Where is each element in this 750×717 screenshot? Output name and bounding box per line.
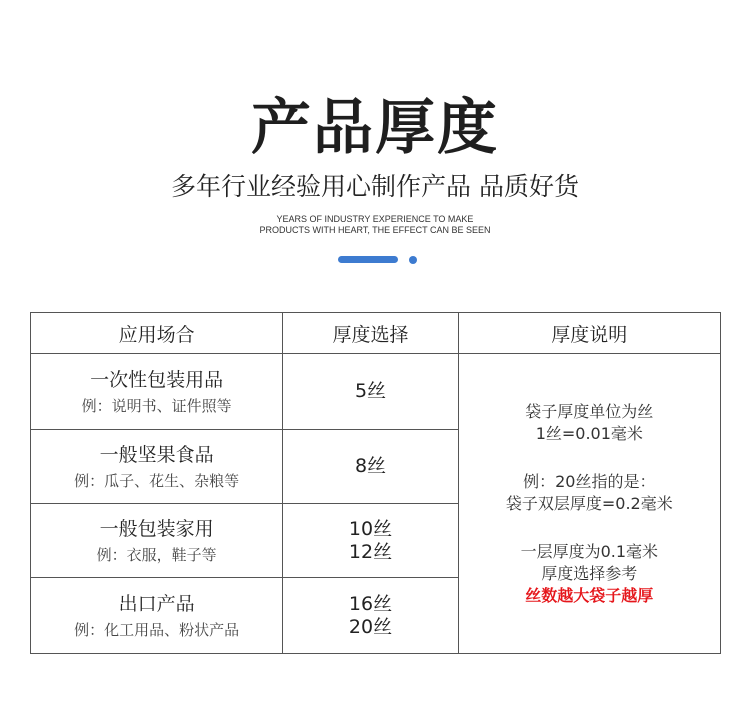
page-title: 产品厚度 (251, 93, 499, 163)
thickness-value: 20丝 (348, 615, 393, 638)
description-line: 袋子双层厚度=0.2毫米 (505, 493, 673, 513)
thickness-cell (283, 430, 458, 504)
thickness-table (30, 312, 721, 654)
application-cell (31, 430, 283, 504)
table-row (31, 354, 721, 430)
thickness-value: 12丝 (348, 540, 393, 563)
header-description: 厚度说明 (458, 313, 720, 354)
header-application: 应用场合 (31, 313, 283, 354)
english-tagline-line1: YEARS OF INDUSTRY EXPERIENCE TO MAKE (276, 214, 474, 224)
thickness-value: 8丝 (354, 455, 387, 477)
decorative-bar (338, 256, 398, 263)
decorative-dot (409, 256, 417, 264)
description-line: 1丝=0.01毫米 (535, 423, 643, 443)
description-line: 袋子厚度单位为丝 (525, 401, 654, 421)
description-text (459, 401, 720, 607)
application-example: 例：说明书、证件照等 (81, 396, 232, 415)
application-cell (31, 354, 283, 430)
application-name: 出口产品 (118, 592, 195, 615)
application-cell (31, 504, 283, 578)
description-cell (458, 354, 720, 654)
thickness-value: 16丝 (348, 592, 393, 615)
english-tagline (0, 214, 750, 236)
thickness-cell (283, 578, 458, 654)
thickness-cell (283, 504, 458, 578)
application-example: 例：瓜子、花生、杂粮等 (74, 471, 240, 490)
thickness-value: 10丝 (348, 517, 393, 540)
table-header-row (31, 313, 721, 354)
application-example: 例：化工用品、粉状产品 (74, 620, 240, 639)
application-name: 一次性包装用品 (90, 368, 224, 391)
description-line: 厚度选择参考 (541, 563, 638, 583)
thickness-cell (283, 354, 458, 430)
application-cell (31, 578, 283, 654)
description-line: 一层厚度为0.1毫米 (520, 541, 659, 561)
thickness-value: 5丝 (354, 380, 387, 402)
application-example: 例：衣服，鞋子等 (96, 545, 217, 564)
description-line: 例：20丝指的是： (523, 471, 656, 491)
application-name: 一般包装家用 (99, 517, 214, 540)
page-subtitle: 多年行业经验用心制作产品 品质好货 (171, 172, 579, 201)
english-tagline-line2: PRODUCTS WITH HEART, THE EFFECT CAN BE SEEN (259, 225, 491, 235)
header-thickness: 厚度选择 (283, 313, 458, 354)
description-highlight: 丝数越大袋子越厚 (525, 585, 654, 605)
application-name: 一般坚果食品 (99, 443, 214, 466)
